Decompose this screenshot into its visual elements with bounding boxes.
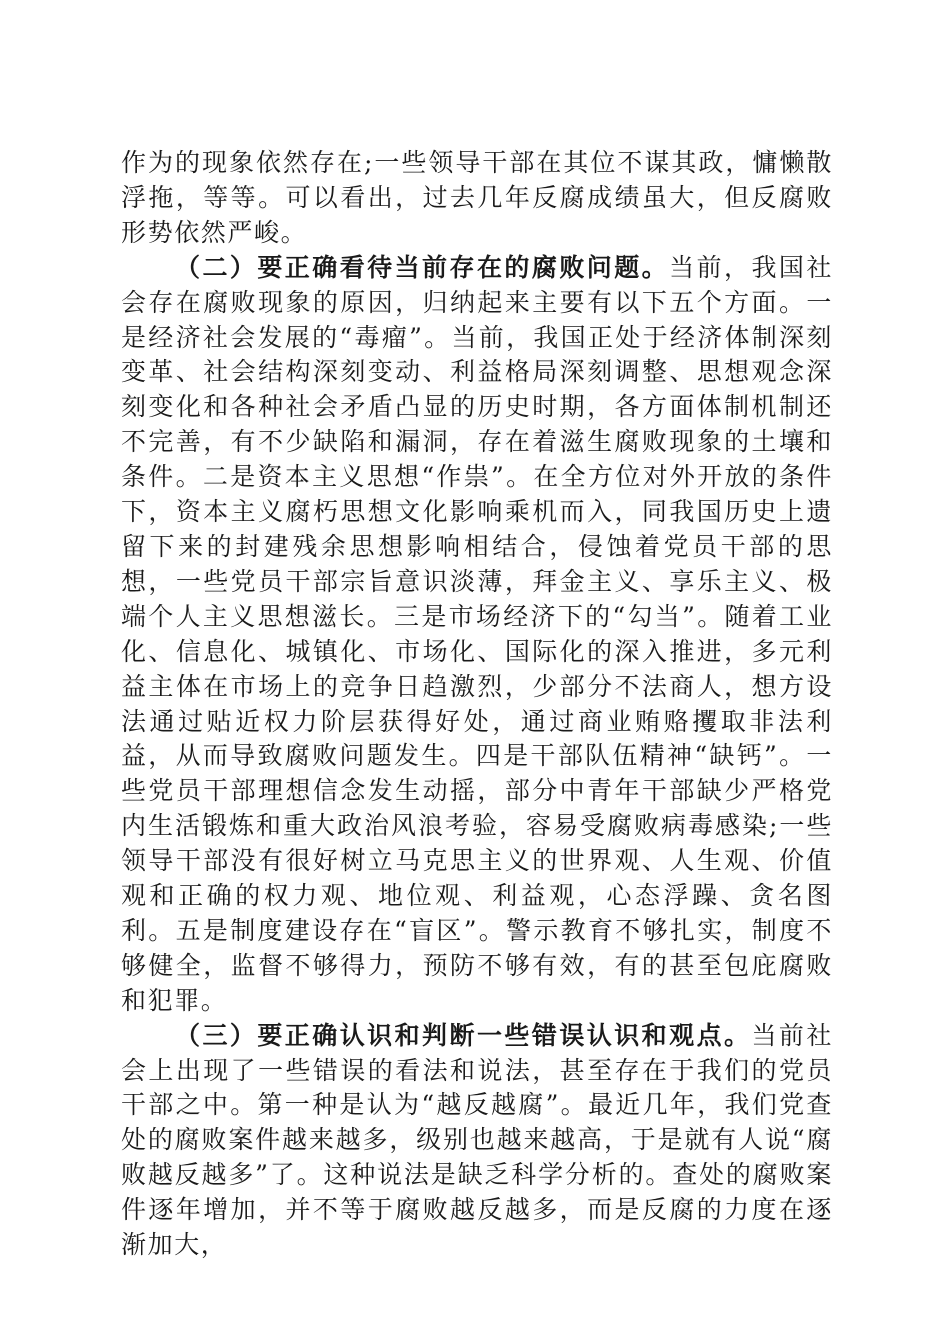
paragraph-3-text: 当前社会上出现了一些错误的看法和说法，甚至存在于我们的党员干部之中。第一种是认为“越反越腐”。最近几年，我们党查处的腐败案件越来越多，级别也越来越高，于是就有人说“腐败越反越多”了。这种说法是缺乏科学分析的。查处的腐败案件逐年增加，并不等于腐败越反越多，而是反腐的力度在逐渐加大， (121, 1020, 833, 1260)
paragraph-2 (121, 251, 833, 1019)
section-heading-3: （三）要正确认识和判断一些错误认识和观点。 (175, 1020, 752, 1050)
paragraph-1-text: 作为的现象依然存在;一些领导干部在其位不谋其政，慵懒散浮拖，等等。可以看出，过去几年反腐成绩虽大，但反腐败形势依然严峻。 (121, 148, 833, 247)
body-text (121, 146, 833, 1263)
paragraph-3 (121, 1019, 833, 1263)
paragraph-2-text: 当前，我国社会存在腐败现象的原因，归纳起来主要有以下五个方面。一是经济社会发展的“毒瘤”。当前，我国正处于经济体制深刻变革、社会结构深刻变动、利益格局深刻调整、思想观念深刻变化和各种社会矛盾凸显的历史时期，各方面体制机制还不完善，有不少缺陷和漏洞，存在着滋生腐败现象的土壤和条件。二是资本主义思想“作祟”。在全方位对外开放的条件下，资本主义腐朽思想文化影响乘机而入，同我国历史上遗留下来的封建残余思想影响相结合，侵蚀着党员干部的思想，一些党员干部宗旨意识淡薄，拜金主义、享乐主义、极端个人主义思想滋长。三是市场经济下的“勾当”。随着工业化、信息化、城镇化、市场化、国际化的深入推进，多元利益主体在市场上的竞争日趋激烈，少部分不法商人，想方设法通过贴近权力阶层获得好处，通过商业贿赂攫取非法利益，从而导致腐败问题发生。四是干部队伍精神“缺钙”。一些党员干部理想信念发生动摇，部分中青年干部缺少严格党内生活锻炼和重大政治风浪考验，容易受腐败病毒感染;一些领导干部没有很好树立马克思主义的世界观、人生观、价值观和正确的权力观、地位观、利益观，心态浮躁、贪名图利。五是制度建设存在“盲区”。警示教育不够扎实，制度不够健全，监督不够得力，预防不够有效，有的甚至包庇腐败和犯罪。 (121, 252, 833, 1015)
section-heading-2: （二）要正确看待当前存在的腐败问题。 (175, 252, 670, 282)
paragraph-1 (121, 146, 833, 251)
